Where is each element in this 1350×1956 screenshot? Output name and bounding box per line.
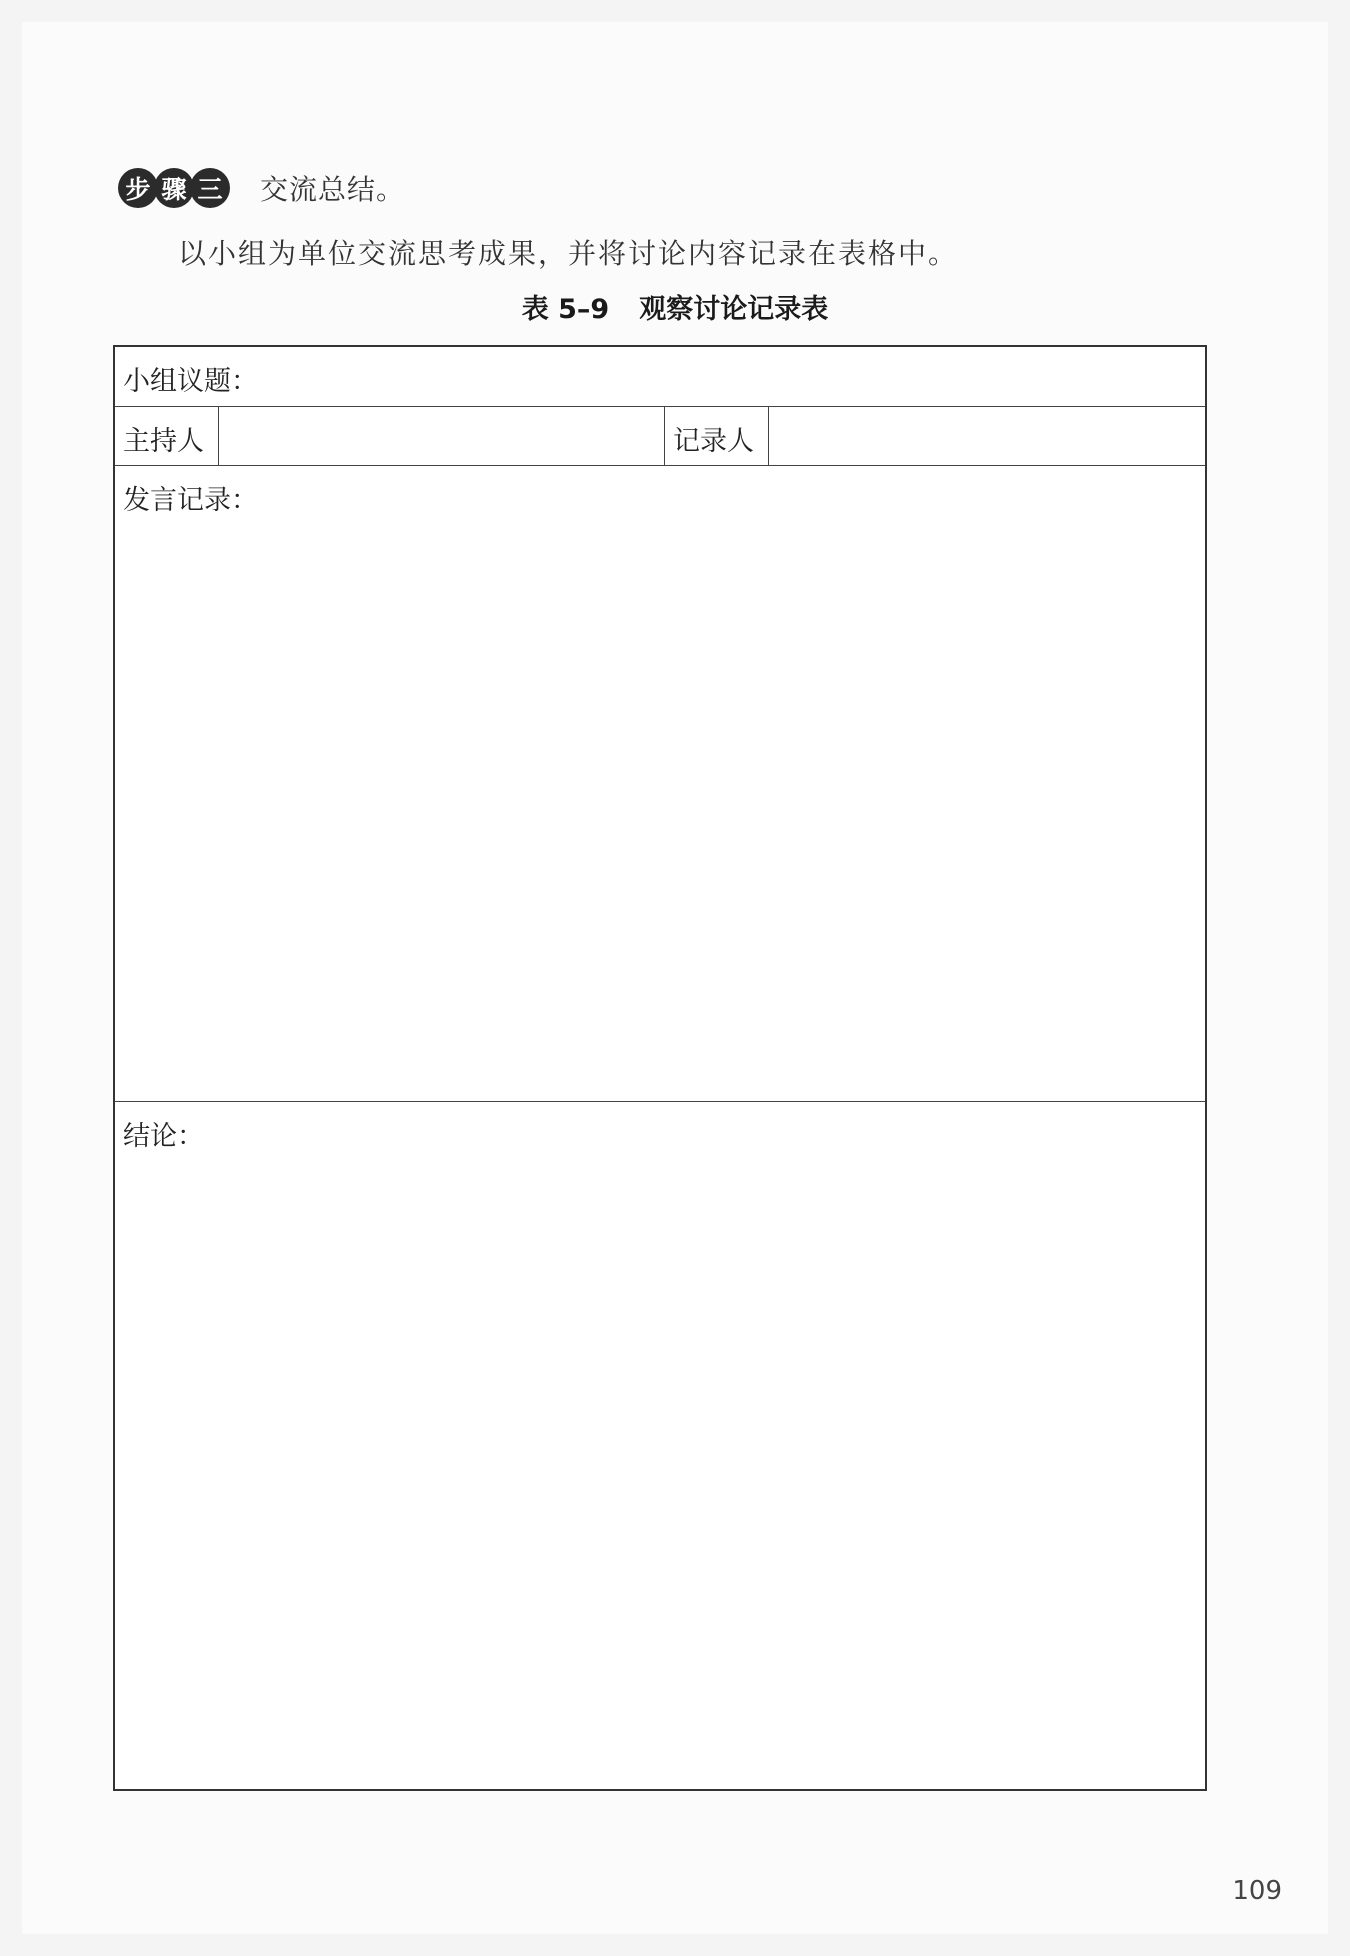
host-field[interactable] bbox=[219, 407, 665, 465]
host-label: 主持人 bbox=[123, 426, 204, 457]
step-badge bbox=[118, 168, 230, 208]
recorder-field[interactable] bbox=[769, 407, 1205, 465]
table-caption-number: 表 5–9 bbox=[521, 294, 610, 325]
recorder-label: 记录人 bbox=[673, 426, 754, 457]
step-title: 交流总结。 bbox=[260, 173, 406, 206]
topic-row[interactable] bbox=[115, 347, 1205, 407]
instruction-text: 以小组为单位交流思考成果，并将讨论内容记录在表格中。 bbox=[178, 237, 959, 270]
people-row bbox=[115, 407, 1205, 466]
page-number: 109 bbox=[1232, 1876, 1282, 1906]
table-caption-title: 观察讨论记录表 bbox=[639, 294, 829, 325]
step-badge-char: 三 bbox=[190, 168, 230, 208]
table-caption bbox=[0, 287, 1350, 326]
conclusion-area[interactable] bbox=[115, 1102, 1205, 1789]
discussion-record-table bbox=[113, 345, 1207, 1791]
host-label-cell bbox=[115, 407, 219, 465]
speech-record-area[interactable] bbox=[115, 466, 1205, 1102]
conclusion-label: 结论： bbox=[123, 1121, 204, 1152]
topic-label: 小组议题： bbox=[123, 366, 258, 397]
step-badge-char: 步 bbox=[118, 168, 158, 208]
recorder-label-cell bbox=[665, 407, 769, 465]
step-heading bbox=[118, 168, 405, 208]
step-badge-char: 骤 bbox=[154, 168, 194, 208]
speech-record-label: 发言记录： bbox=[123, 485, 258, 516]
